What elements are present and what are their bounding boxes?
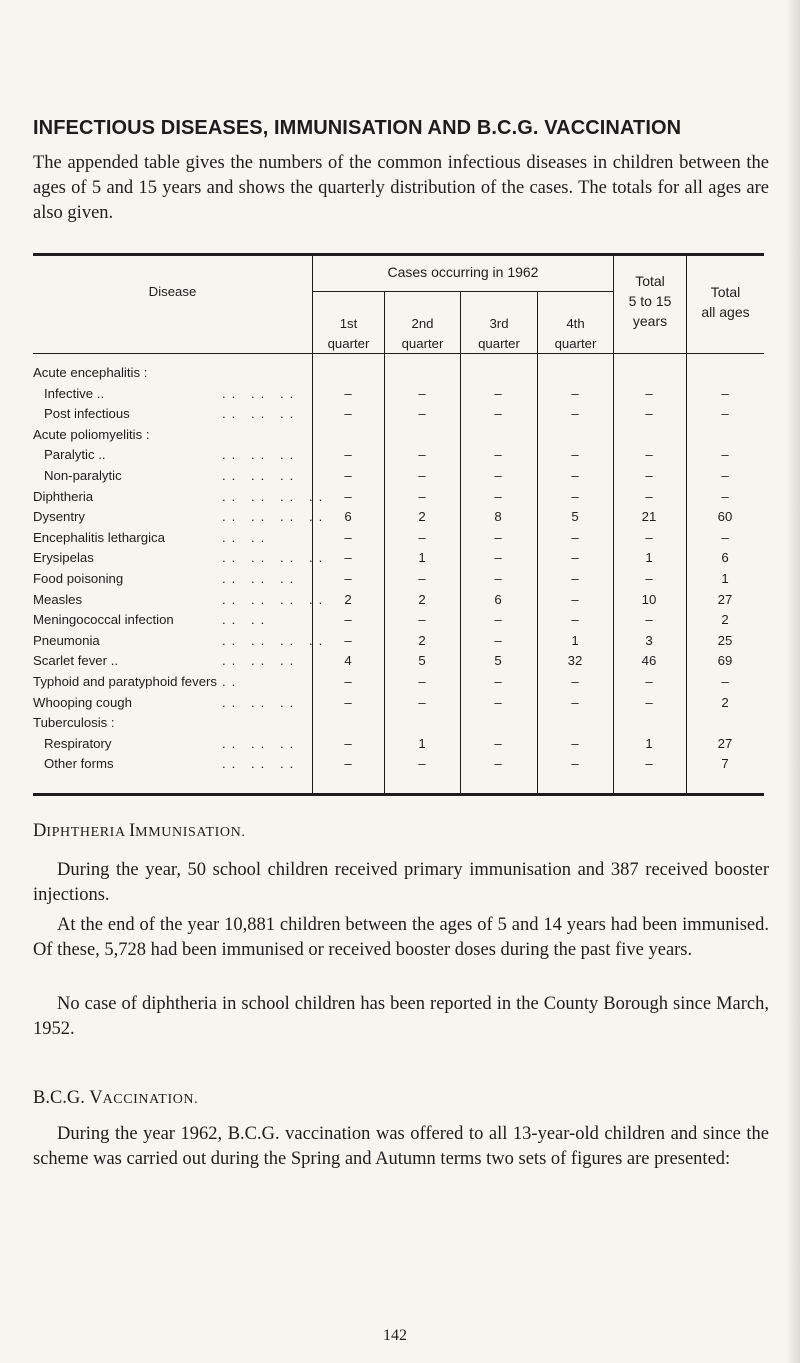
table-cell: – (571, 447, 579, 463)
header-disease: Disease (148, 284, 197, 299)
row-label: Acute encephalitis : (33, 365, 148, 380)
row-leader-dots: .. .. (222, 529, 271, 545)
table-cell: 27 (717, 735, 733, 751)
row-leader-dots: .. .. .. (222, 447, 300, 463)
table-cell: 1 (418, 550, 426, 566)
table-cell: – (721, 674, 729, 689)
table-cell: – (645, 385, 653, 401)
row-leader-dots: .. .. .. .. (222, 591, 329, 607)
col-rule-3 (460, 292, 461, 794)
table-cell: – (721, 406, 729, 422)
table-cell: – (418, 571, 426, 586)
table-cell: 1 (721, 571, 729, 586)
col-rule-2 (384, 292, 385, 794)
table-cell: – (571, 468, 579, 483)
table-cell: – (571, 529, 579, 545)
header-total-5-15-line1: Total (635, 273, 665, 289)
table-cell: 6 (494, 591, 502, 607)
header-q4-line1: 4th (566, 316, 585, 331)
table-cell: – (571, 674, 579, 689)
row-label: Measles (33, 591, 83, 607)
table-cell: – (571, 550, 579, 566)
table-cell: – (645, 674, 653, 689)
table-cell: – (418, 529, 426, 545)
row-leader-dots: .. .. .. .. (222, 632, 329, 648)
table-cell: 8 (494, 509, 502, 525)
header-q4-line2: quarter (554, 336, 597, 351)
header-q1 (313, 315, 384, 353)
header-q3-line1: 3rd (489, 316, 509, 331)
header-q3 (461, 315, 537, 353)
table-cell: – (645, 612, 653, 628)
header-q1-line1: 1st (339, 316, 358, 331)
row-label: Respiratory (44, 735, 112, 751)
table-cell: 2 (418, 591, 426, 607)
row-label: Pneumonia (33, 632, 100, 648)
row-leader-dots: .. .. .. (222, 406, 300, 422)
table-cell: – (571, 612, 579, 628)
table-cell: – (418, 385, 426, 401)
table-top-rule (33, 253, 764, 256)
diphtheria-heading-cap1: D (33, 821, 47, 841)
table-cell: – (645, 571, 653, 586)
table-cell: 2 (721, 612, 729, 628)
header-q1-line2: quarter (327, 336, 370, 351)
table-cell: 1 (645, 550, 653, 566)
row-label: Food poisoning (33, 571, 124, 586)
col-rule-4 (537, 292, 538, 794)
table-cell: 6 (721, 550, 729, 566)
table-cell: – (571, 694, 579, 710)
table-cell: – (494, 694, 502, 710)
table-cell: – (645, 447, 653, 463)
row-label: Acute poliomyelitis : (33, 426, 150, 442)
table-cell: – (494, 406, 502, 422)
row-label: Dysentry (33, 509, 86, 525)
header-q3-line2: quarter (478, 336, 520, 351)
table-cell: 4 (344, 653, 352, 669)
table-cell: – (418, 612, 426, 628)
header-bottom-rule (33, 353, 764, 354)
table-cell: – (344, 674, 352, 689)
bcg-paragraph-1: During the year 1962, B.C.G. vaccination was offered to all 13-year-old children and since the scheme was carried out during the Spring and Autumn terms two sets of figures are presented: (33, 1124, 769, 1169)
table-cell: 1 (645, 735, 653, 751)
table-cell: – (494, 488, 502, 504)
row-leader-dots: .. .. (222, 612, 271, 628)
table-cell: 21 (641, 509, 657, 525)
header-q2-line1: 2nd (411, 316, 434, 331)
table-cell: – (645, 694, 653, 710)
table-cell: – (494, 674, 502, 689)
table-cell: – (571, 756, 579, 772)
row-leader-dots: .. .. .. (222, 571, 300, 586)
table-cell: 3 (645, 632, 653, 648)
row-leader-dots: .. .. .. (222, 653, 300, 669)
header-q2-line2: quarter (401, 336, 444, 351)
row-leader-dots: .. .. .. .. (222, 550, 329, 566)
table-cell: – (571, 406, 579, 422)
table-cell: 2 (418, 509, 426, 525)
table-cell: – (494, 447, 502, 463)
bcg-heading-cap: B.C.G. V (33, 1088, 103, 1108)
table-cell: 10 (641, 591, 657, 607)
table-cell: – (571, 571, 579, 586)
row-label: Diphtheria (33, 488, 94, 504)
table-cell: – (721, 529, 729, 545)
row-label: Infective .. (44, 385, 105, 401)
quarter-group-rule (313, 291, 613, 292)
table-cell: – (344, 632, 352, 648)
row-leader-dots: .. .. .. (222, 694, 300, 710)
row-leader-dots: .. .. .. .. (222, 509, 329, 525)
header-q2 (385, 315, 460, 353)
diphtheria-heading-rest1: IPHTHERIA (46, 825, 129, 840)
table-cell: – (571, 591, 579, 607)
table-cell: – (645, 488, 653, 504)
table-cell: – (344, 756, 352, 772)
row-label: Tuberculosis : (33, 715, 115, 731)
table-cell: – (494, 385, 502, 401)
table-cell: – (494, 632, 502, 648)
row-label: Non-paralytic (44, 468, 122, 483)
table-cell: – (344, 468, 352, 483)
table-cell: – (344, 694, 352, 710)
row-label: Other forms (44, 756, 114, 772)
row-label: Meningococcal infection (33, 612, 174, 628)
table-cell: 2 (418, 632, 426, 648)
table-cell: 2 (344, 591, 352, 607)
table-cell: – (344, 406, 352, 422)
diphtheria-heading (33, 821, 245, 842)
row-leader-dots: .. .. .. (222, 468, 300, 483)
table-cell: – (344, 488, 352, 504)
row-label: Whooping cough (33, 694, 132, 710)
diphtheria-paragraph-2: At the end of the year 10,881 children between the ages of 5 and 14 years had been immunised. Of these, 5,728 had been immunised or received booster doses during the past five years. (33, 915, 769, 960)
table-cell: – (494, 571, 502, 586)
diphtheria-heading-rest2: MMUNISATION. (135, 825, 246, 840)
table-cell: – (721, 488, 729, 504)
table-cell: – (418, 488, 426, 504)
row-leader-dots: .. .. .. (222, 385, 300, 401)
table-cell: – (418, 756, 426, 772)
page-title: INFECTIOUS DISEASES, IMMUNISATION AND B.C.G. VACCINATION (33, 117, 682, 139)
table-cell: 5 (494, 653, 502, 669)
table-cell: – (494, 756, 502, 772)
row-label: Paralytic .. (44, 447, 106, 463)
row-leader-dots: .. .. .. (222, 735, 300, 751)
table-cell: – (344, 571, 352, 586)
table-cell: – (721, 447, 729, 463)
table-cell: – (418, 447, 426, 463)
table-cell: 60 (717, 509, 733, 525)
header-total-5-15-line2: 5 to 15 (628, 293, 672, 309)
table-cell: – (571, 735, 579, 751)
table-cell: – (494, 550, 502, 566)
table-cell: – (494, 529, 502, 545)
header-total-all-ages-line2: all ages (701, 304, 750, 320)
bcg-heading (33, 1088, 198, 1109)
table-cell: – (344, 385, 352, 401)
table-cell: – (571, 488, 579, 504)
row-leader-dots: .. .. .. .. (222, 488, 329, 504)
table-cell: – (645, 468, 653, 483)
row-label: Typhoid and paratyphoid fevers (33, 674, 218, 689)
row-label: Scarlet fever .. (33, 653, 119, 669)
table-cell: – (344, 735, 352, 751)
table-cell: – (344, 612, 352, 628)
table-cell: – (645, 406, 653, 422)
bcg-heading-rest: ACCINATION. (102, 1092, 199, 1107)
table-cell: – (571, 385, 579, 401)
table-cell: 32 (567, 653, 583, 669)
table-cell: – (645, 756, 653, 772)
table-cell: 25 (717, 632, 733, 648)
table-cell: 6 (344, 509, 352, 525)
table-cell: – (721, 468, 729, 483)
page-number: 142 (383, 1327, 407, 1344)
row-leader-dots: .. .. .. (222, 756, 300, 772)
row-label: Post infectious (44, 406, 130, 422)
table-cell: 2 (721, 694, 729, 710)
table-cell: 1 (418, 735, 426, 751)
table-cell: – (721, 385, 729, 401)
header-cases-group: Cases occurring in 1962 (387, 264, 539, 280)
table-cell: 7 (721, 756, 729, 772)
table-cell: – (418, 694, 426, 710)
row-leader-dots: .. (222, 674, 242, 689)
table-cell: – (344, 550, 352, 566)
header-q4 (538, 315, 613, 353)
header-total-5-15-line3: years (632, 313, 668, 329)
table-cell: – (645, 529, 653, 545)
table-cell: 5 (571, 509, 579, 525)
header-total-all-ages-line1: Total (710, 284, 741, 300)
table-cell: – (494, 468, 502, 483)
diphtheria-heading-cap2: I (129, 821, 136, 841)
header-total-all-ages (687, 283, 764, 321)
table-cell: 5 (418, 653, 426, 669)
table-bottom-rule (33, 793, 764, 796)
table-cell: – (418, 674, 426, 689)
header-total-5-15 (614, 272, 686, 330)
col-rule-5 (613, 256, 614, 794)
row-label: Erysipelas (33, 550, 94, 566)
table-cell: – (418, 406, 426, 422)
col-rule-6 (686, 256, 687, 794)
table-cell: 1 (571, 632, 579, 648)
table-cell: – (494, 735, 502, 751)
row-label: Encephalitis lethargica (33, 529, 165, 545)
table-cell: – (418, 468, 426, 483)
table-cell: 46 (641, 653, 657, 669)
table-cell: 27 (717, 591, 733, 607)
table-cell: – (344, 529, 352, 545)
table-cell: 69 (717, 653, 733, 669)
intro-paragraph: The appended table gives the numbers of the common infectious diseases in children between the ages of 5 and 15 years and shows the quarterly distribution of the cases. The totals for all ages are also given. (33, 153, 769, 223)
diphtheria-paragraph-1: During the year, 50 school children received primary immunisation and 387 received booster injections. (33, 860, 769, 905)
table-cell: – (344, 447, 352, 463)
table-cell: – (494, 612, 502, 628)
diphtheria-paragraph-3: No case of diphtheria in school children has been reported in the County Borough since March, 1952. (33, 994, 769, 1039)
